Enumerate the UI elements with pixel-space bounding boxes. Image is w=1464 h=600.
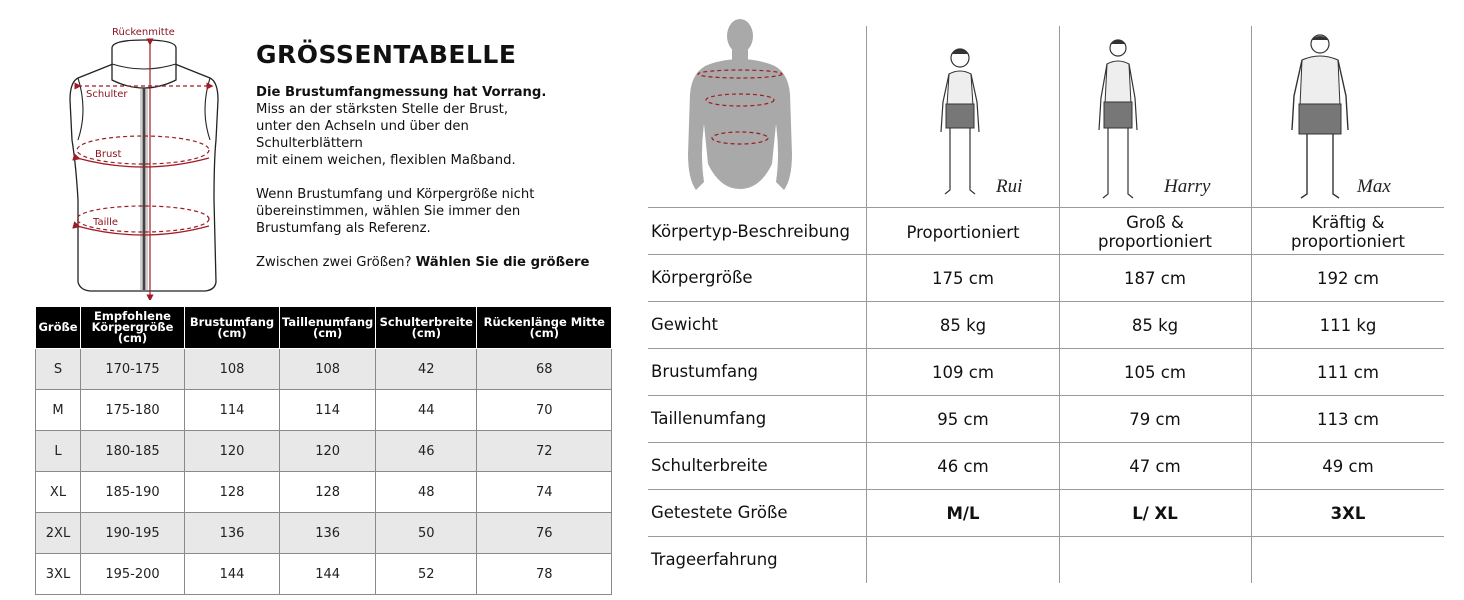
model-value-cell: 113 cm — [1317, 410, 1379, 429]
header-shoulder: Schulterbreite (cm) — [376, 307, 477, 349]
size-row — [36, 554, 612, 595]
model-harry-illustration — [1083, 34, 1153, 204]
model-value-cell: 46 cm — [937, 457, 989, 476]
size-cell: 44 — [376, 390, 477, 431]
size-cell: S — [36, 349, 81, 390]
size-cell: 42 — [376, 349, 477, 390]
model-value-cell: 3XL — [1330, 504, 1366, 523]
size-cell: 114 — [185, 390, 280, 431]
model-value-cell: 111 cm — [1317, 363, 1379, 382]
size-cell: 136 — [185, 513, 280, 554]
model-max-illustration — [1280, 30, 1360, 204]
size-cell: 136 — [280, 513, 376, 554]
model-row-label: Trageerfahrung — [651, 550, 778, 569]
choose-larger-text: Wählen Sie die größere — [415, 255, 590, 270]
model-value-cell: 187 cm — [1124, 269, 1186, 288]
model-value-cell: 109 cm — [932, 363, 994, 382]
model-name-harry: Harry — [1164, 176, 1211, 197]
page-title: GRÖSSENTABELLE — [256, 40, 517, 69]
model-row-label: Getestete Größe — [651, 503, 788, 522]
body-type-rui: Proportioniert — [906, 223, 1020, 242]
model-value-cell: 95 cm — [937, 410, 989, 429]
size-cell: 128 — [280, 472, 376, 513]
instruction-line: Wenn Brustumfang und Körpergröße nicht — [256, 187, 535, 202]
size-cell: 120 — [280, 431, 376, 472]
size-cell: 190-195 — [81, 513, 185, 554]
body-type-max: Kräftig & proportioniert — [1291, 213, 1405, 251]
size-cell: 70 — [477, 390, 612, 431]
instruction-line: Miss an der stärksten Stelle der Brust, — [256, 102, 509, 117]
between-sizes-text: Zwischen zwei Größen? — [256, 255, 412, 270]
size-cell: 144 — [280, 554, 376, 595]
size-row — [36, 472, 612, 513]
model-name-max: Max — [1357, 176, 1391, 197]
header-chest: Brustumfang (cm) — [185, 307, 280, 349]
instruction-line: Brustumfang als Referenz. — [256, 221, 431, 236]
size-row — [36, 431, 612, 472]
model-value-cell: 49 cm — [1322, 457, 1374, 476]
model-rui-illustration — [925, 42, 995, 202]
size-cell: L — [36, 431, 81, 472]
size-cell: 114 — [280, 390, 376, 431]
model-row-label: Gewicht — [651, 315, 719, 334]
waist-label: Taille — [93, 217, 119, 228]
model-value-cell: L/ XL — [1132, 504, 1178, 523]
instruction-line: Schulterblättern — [256, 136, 363, 151]
model-row-label: Körpergröße — [651, 268, 753, 287]
measurement-instructions — [256, 84, 636, 271]
header-waist: Taillenumfang (cm) — [280, 307, 376, 349]
size-cell: 68 — [477, 349, 612, 390]
instruction-line: mit einem weichen, flexiblen Maßband. — [256, 153, 516, 168]
instruction-line: übereinstimmen, wählen Sie immer den — [256, 204, 521, 219]
model-value-cell: 47 cm — [1129, 457, 1181, 476]
model-value-cell: 85 kg — [939, 316, 987, 335]
size-cell: 170-175 — [81, 349, 185, 390]
body-type-label: Körpertyp-Beschreibung — [651, 222, 850, 241]
header-height: Empfohlene Körpergröße (cm) — [81, 307, 185, 349]
instruction-lead: Die Brustumfangmessung hat Vorrang. — [256, 85, 547, 100]
size-cell: 48 — [376, 472, 477, 513]
model-value-cell: 192 cm — [1317, 269, 1379, 288]
size-row — [36, 390, 612, 431]
size-cell: M — [36, 390, 81, 431]
size-cell: 74 — [477, 472, 612, 513]
header-size: Größe — [36, 307, 81, 349]
size-cell: 78 — [477, 554, 612, 595]
size-table-header-row — [36, 307, 612, 349]
model-row-label: Brustumfang — [651, 362, 759, 381]
size-cell: 3XL — [36, 554, 81, 595]
model-value-cell: 175 cm — [932, 269, 994, 288]
size-cell: 76 — [477, 513, 612, 554]
model-value-cell: 85 kg — [1131, 316, 1179, 335]
body-type-harry: Groß & proportioniert — [1098, 213, 1212, 251]
size-cell: 46 — [376, 431, 477, 472]
size-cell: 195-200 — [81, 554, 185, 595]
size-row — [36, 513, 612, 554]
size-cell: 108 — [185, 349, 280, 390]
size-cell: 180-185 — [81, 431, 185, 472]
size-cell: 144 — [185, 554, 280, 595]
body-silhouette-illustration — [680, 14, 810, 204]
size-cell: 50 — [376, 513, 477, 554]
size-cell: 72 — [477, 431, 612, 472]
back-center-label: Rückenmitte — [112, 27, 175, 38]
size-cell: 175-180 — [81, 390, 185, 431]
model-value-cell: 79 cm — [1129, 410, 1181, 429]
model-row-label: Schulterbreite — [651, 456, 768, 475]
model-name-rui: Rui — [996, 176, 1023, 197]
model-value-cell: M/L — [946, 504, 980, 523]
size-cell: 2XL — [36, 513, 81, 554]
shoulder-label: Schulter — [86, 89, 128, 100]
instruction-line: unter den Achseln und über den — [256, 119, 469, 134]
size-row — [36, 349, 612, 390]
size-cell: 120 — [185, 431, 280, 472]
size-cell: 108 — [280, 349, 376, 390]
size-cell: 185-190 — [81, 472, 185, 513]
vest-measurement-diagram — [0, 0, 230, 300]
chest-label: Brust — [95, 149, 122, 160]
model-value-cell: 105 cm — [1124, 363, 1186, 382]
header-back-length: Rückenlänge Mitte (cm) — [477, 307, 612, 349]
size-cell: XL — [36, 472, 81, 513]
size-table — [35, 306, 612, 595]
size-cell: 52 — [376, 554, 477, 595]
model-value-cell: 111 kg — [1319, 316, 1377, 335]
size-cell: 128 — [185, 472, 280, 513]
model-row-label: Taillenumfang — [651, 409, 767, 428]
